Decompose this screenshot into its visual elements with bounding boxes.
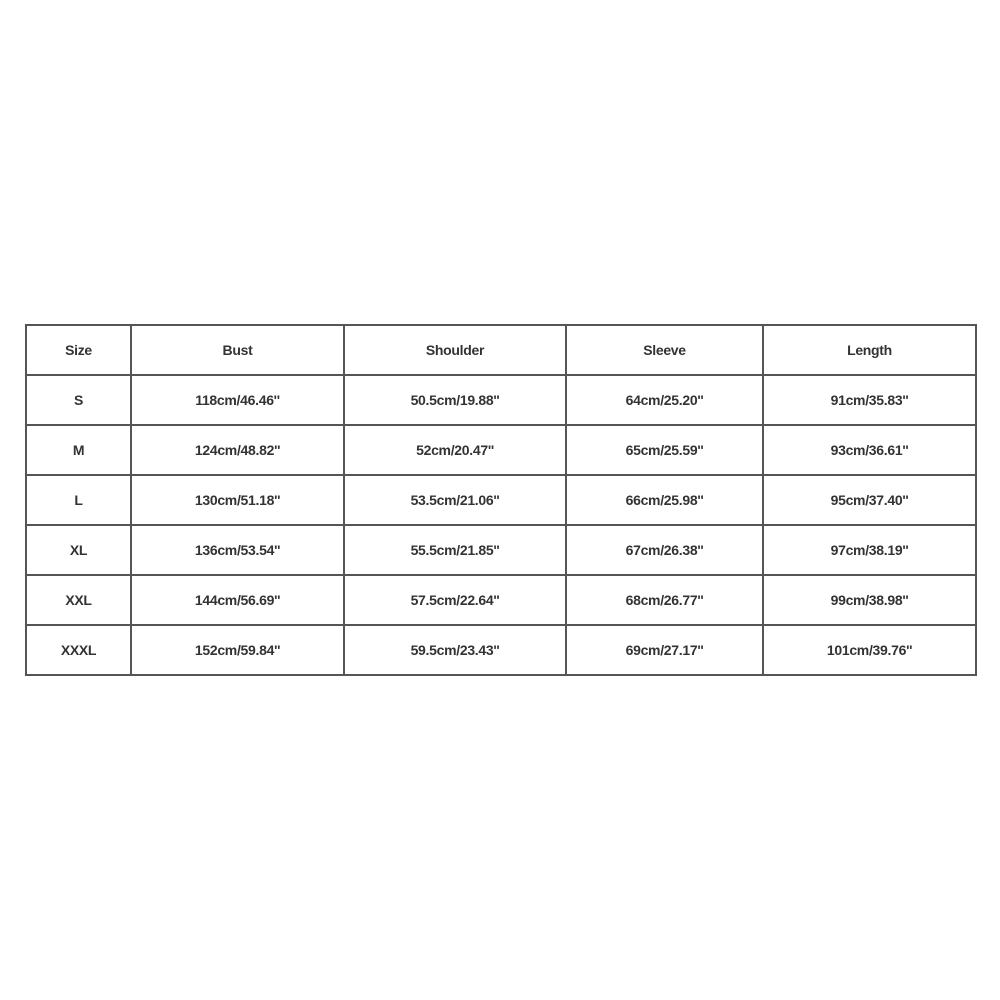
cell-sleeve: 67cm/26.38'' (566, 525, 763, 575)
cell-sleeve: 65cm/25.59'' (566, 425, 763, 475)
cell-length: 93cm/36.61'' (763, 425, 976, 475)
table-header-row (26, 325, 976, 375)
cell-length: 95cm/37.40'' (763, 475, 976, 525)
cell-sleeve: 68cm/26.77'' (566, 575, 763, 625)
cell-shoulder: 57.5cm/22.64'' (344, 575, 566, 625)
cell-length: 91cm/35.83'' (763, 375, 976, 425)
table-row (26, 625, 976, 675)
cell-size: M (26, 425, 131, 475)
cell-size: L (26, 475, 131, 525)
cell-sleeve: 66cm/25.98'' (566, 475, 763, 525)
header-sleeve: Sleeve (566, 325, 763, 375)
cell-size: XL (26, 525, 131, 575)
cell-bust: 152cm/59.84'' (131, 625, 344, 675)
cell-bust: 144cm/56.69'' (131, 575, 344, 625)
header-shoulder: Shoulder (344, 325, 566, 375)
cell-shoulder: 53.5cm/21.06'' (344, 475, 566, 525)
table-row (26, 475, 976, 525)
header-bust: Bust (131, 325, 344, 375)
header-size: Size (26, 325, 131, 375)
cell-size: XXXL (26, 625, 131, 675)
cell-sleeve: 69cm/27.17'' (566, 625, 763, 675)
cell-length: 101cm/39.76'' (763, 625, 976, 675)
header-length: Length (763, 325, 976, 375)
table-row (26, 375, 976, 425)
size-chart-table (25, 324, 977, 676)
table-row (26, 575, 976, 625)
cell-bust: 130cm/51.18'' (131, 475, 344, 525)
table-row (26, 525, 976, 575)
cell-bust: 136cm/53.54'' (131, 525, 344, 575)
cell-shoulder: 55.5cm/21.85'' (344, 525, 566, 575)
cell-size: XXL (26, 575, 131, 625)
cell-length: 99cm/38.98'' (763, 575, 976, 625)
cell-size: S (26, 375, 131, 425)
cell-bust: 124cm/48.82'' (131, 425, 344, 475)
cell-length: 97cm/38.19'' (763, 525, 976, 575)
cell-shoulder: 50.5cm/19.88'' (344, 375, 566, 425)
cell-shoulder: 52cm/20.47'' (344, 425, 566, 475)
cell-bust: 118cm/46.46'' (131, 375, 344, 425)
table-row (26, 425, 976, 475)
cell-sleeve: 64cm/25.20'' (566, 375, 763, 425)
cell-shoulder: 59.5cm/23.43'' (344, 625, 566, 675)
